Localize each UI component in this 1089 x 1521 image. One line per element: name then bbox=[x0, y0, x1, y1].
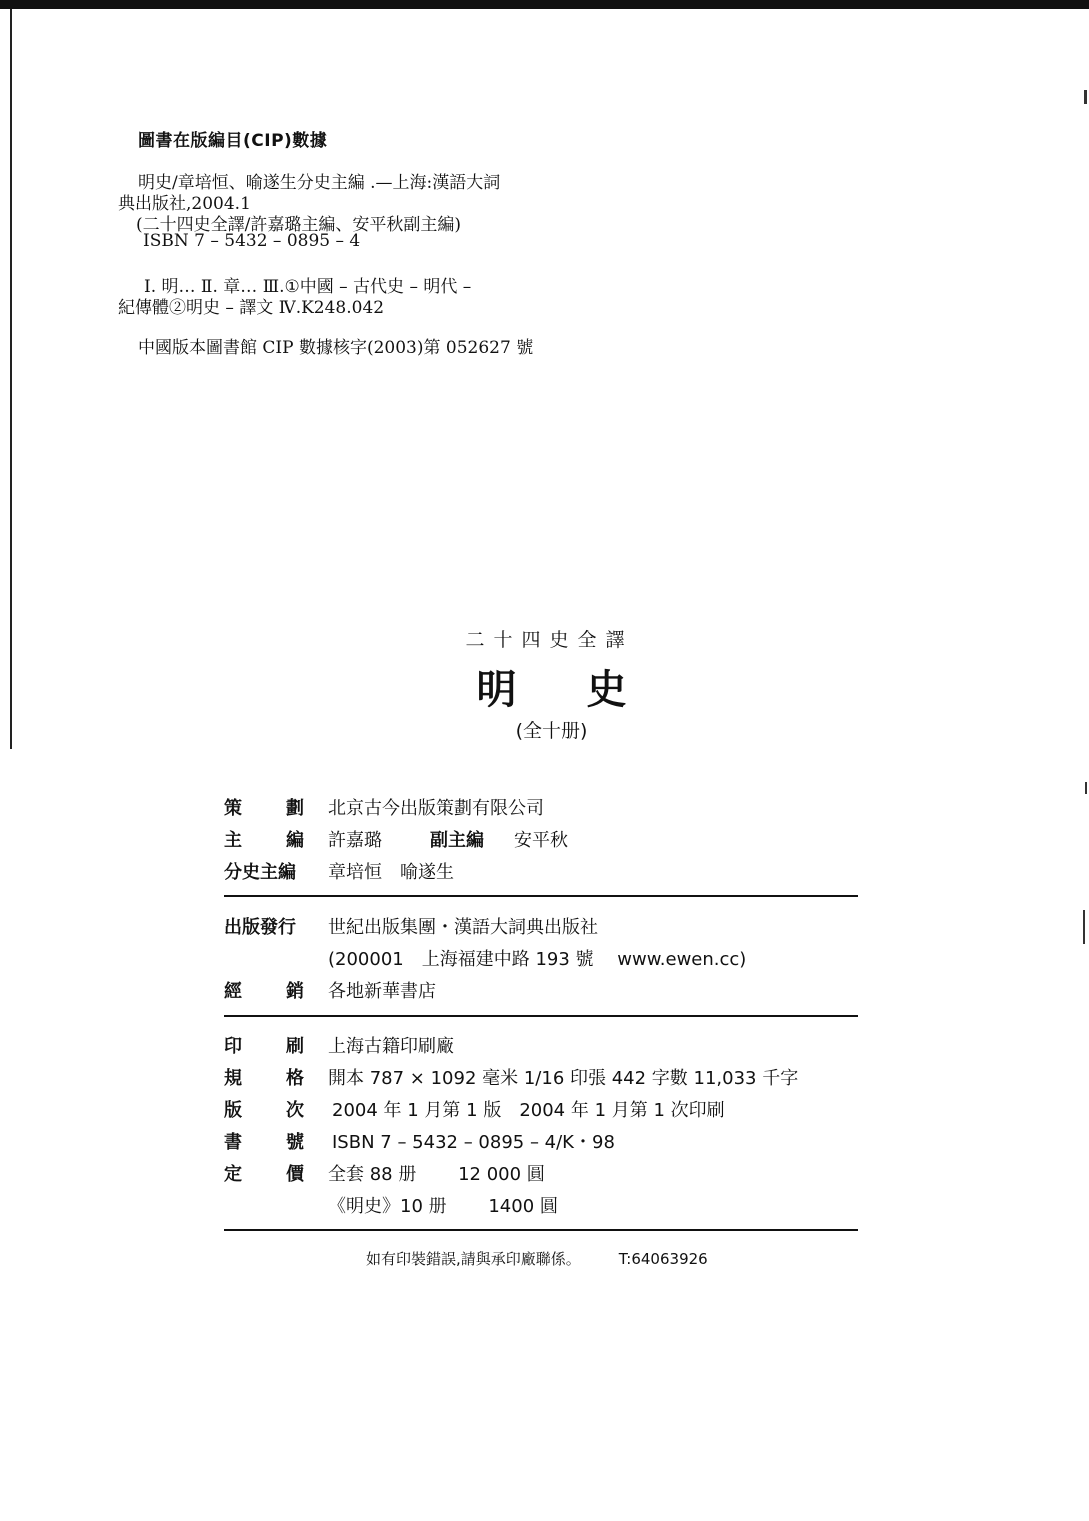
credit-label: 出版發行 bbox=[224, 917, 296, 938]
credit-value: 許嘉璐 bbox=[328, 830, 382, 851]
credit-value: 章培恒 喻遂生 bbox=[328, 862, 454, 883]
credit-label: 書 號 bbox=[224, 1132, 304, 1153]
credit-label: 經 銷 bbox=[224, 981, 304, 1002]
cip-classification: Ⅰ. 明… Ⅱ. 章… Ⅲ.①中國 – 古代史 – 明代 – bbox=[144, 277, 472, 297]
scan-speck bbox=[1085, 782, 1087, 794]
credit-label: 印 刷 bbox=[224, 1036, 304, 1057]
credit-value: 《明史》10 册 1400 圓 bbox=[328, 1196, 558, 1217]
footer-note bbox=[366, 1248, 708, 1269]
cip-isbn: ISBN 7 – 5432 – 0895 – 4 bbox=[143, 231, 361, 251]
divider-rule bbox=[224, 1229, 858, 1231]
cip-record-number: 中國版本圖書館 CIP 數據核字(2003)第 052627 號 bbox=[138, 338, 534, 358]
credit-value: ISBN 7 – 5432 – 0895 – 4/K・98 bbox=[332, 1132, 615, 1153]
credit-label: 規 格 bbox=[224, 1068, 304, 1089]
credit-label: 分史主編 bbox=[224, 862, 296, 883]
divider-rule bbox=[224, 1015, 858, 1017]
divider-rule bbox=[224, 895, 858, 897]
credit-label: 策 劃 bbox=[224, 798, 304, 819]
credit-value: 世紀出版集團・漢語大詞典出版社 bbox=[328, 917, 598, 938]
cip-heading: 圖書在版編目(CIP)數據 bbox=[138, 131, 328, 151]
cip-line: 典出版社,2004.1 bbox=[118, 194, 251, 214]
top-border bbox=[0, 0, 1089, 9]
cip-line: (二十四史全譯/許嘉璐主編、安平秋副主編) bbox=[136, 215, 461, 235]
volume-count: (全十册) bbox=[515, 720, 588, 742]
series-title: 二十四史全譯 bbox=[465, 629, 634, 651]
phone-number: T:64063926 bbox=[618, 1250, 708, 1268]
deputy-editor-label: 副主編 bbox=[430, 830, 484, 851]
deputy-editor-value: 安平秋 bbox=[514, 830, 568, 851]
scan-speck bbox=[1084, 90, 1087, 104]
credit-label: 主 編 bbox=[224, 830, 304, 851]
credit-label: 版 次 bbox=[224, 1100, 304, 1121]
credit-value: 開本 787 × 1092 毫米 1/16 印張 442 字數 11,033 千字 bbox=[328, 1068, 799, 1089]
credit-value: 各地新華書店 bbox=[328, 981, 436, 1002]
publisher-address: (200001 上海福建中路 193 號 www.ewen.cc) bbox=[328, 949, 747, 970]
credit-label: 定 價 bbox=[224, 1164, 304, 1185]
credit-value: 2004 年 1 月第 1 版 2004 年 1 月第 1 次印刷 bbox=[332, 1100, 725, 1121]
credit-value: 北京古今出版策劃有限公司 bbox=[328, 798, 544, 819]
credit-value: 全套 88 册 12 000 圓 bbox=[328, 1164, 545, 1185]
misprint-note: 如有印裝錯誤,請與承印廠聯係。 bbox=[366, 1250, 581, 1268]
cip-classification: 紀傳體②明史 – 譯文 Ⅳ.K248.042 bbox=[118, 298, 385, 318]
book-title: 明史 bbox=[476, 666, 697, 713]
scan-speck bbox=[1083, 910, 1085, 944]
credit-value: 上海古籍印刷廠 bbox=[328, 1036, 454, 1057]
cip-line: 明史/章培恒、喻遂生分史主編 .—上海:漢語大詞 bbox=[138, 173, 501, 193]
